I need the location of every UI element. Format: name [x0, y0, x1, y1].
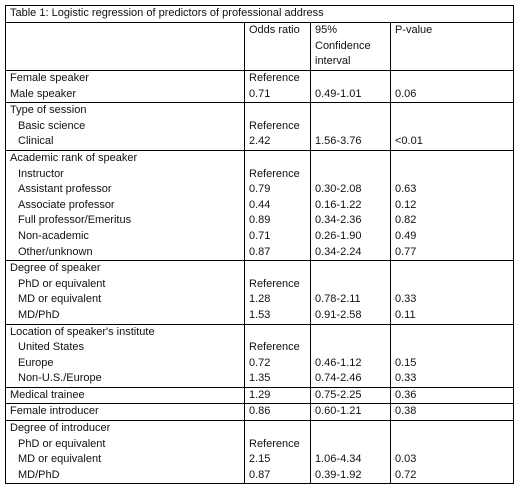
- row-label: Medical trainee: [10, 388, 85, 401]
- row-label: Male speaker: [10, 87, 77, 100]
- row-label: Assistant professor: [18, 183, 112, 196]
- p-value-cell: [391, 387, 514, 404]
- p-value-value: 0.49: [395, 229, 417, 242]
- confidence-interval-value: 0.46-1.12: [315, 356, 362, 369]
- confidence-interval-value: 1.56-3.76: [315, 135, 362, 148]
- row-label: Clinical: [18, 135, 54, 148]
- odds-ratio-value: 1.28: [249, 293, 271, 306]
- table-row: [6, 150, 514, 260]
- spacer: [395, 325, 513, 341]
- odds-ratio-value: Reference: [249, 72, 300, 84]
- spacer: [395, 151, 513, 167]
- confidence-interval-cell: [311, 103, 391, 151]
- p-value-value: 0.03: [395, 453, 417, 466]
- confidence-interval-cell: [311, 71, 391, 103]
- p-value-cell: [391, 421, 514, 484]
- spacer: [249, 103, 310, 119]
- confidence-interval-value: 0.34-2.24: [315, 245, 362, 258]
- table-row: [6, 324, 514, 387]
- odds-ratio-value: Reference: [249, 167, 300, 180]
- row-label: Europe: [18, 356, 54, 369]
- table-title: Table 1: Logistic regression of predictors of professional address: [6, 6, 514, 23]
- row-label-cell: [6, 71, 245, 103]
- group-label: Location of speaker's institute: [10, 325, 155, 338]
- p-value-cell: [391, 150, 514, 260]
- confidence-interval-value: 0.60-1.21: [315, 405, 362, 418]
- odds-ratio-value: Reference: [249, 277, 300, 290]
- p-value-value: 0.15: [395, 356, 417, 369]
- confidence-interval-value: 1.06-4.34: [315, 453, 362, 466]
- table-row: [6, 71, 514, 103]
- p-value-value: 0.12: [395, 198, 417, 211]
- confidence-interval-cell: [311, 387, 391, 404]
- row-label-cell: [6, 421, 245, 484]
- group-label: Academic rank of speaker: [10, 151, 138, 164]
- spacer: [315, 421, 390, 437]
- p-value-value: 0.06: [395, 87, 417, 100]
- spacer: [395, 421, 513, 437]
- confidence-interval-value: [315, 167, 390, 183]
- confidence-interval-value: 0.49-1.01: [315, 87, 362, 100]
- group-label: Degree of introducer: [10, 422, 111, 435]
- row-label: Non-U.S./Europe: [18, 372, 102, 385]
- p-value-value: 0.72: [395, 468, 417, 481]
- spacer: [315, 103, 390, 119]
- confidence-interval-value: [315, 437, 390, 453]
- odds-ratio-cell: [245, 261, 311, 324]
- header-odds-ratio: Odds ratio: [245, 23, 311, 71]
- odds-ratio-value: 1.53: [249, 308, 271, 321]
- p-value-value: 0.82: [395, 214, 417, 227]
- spacer: [315, 325, 390, 341]
- odds-ratio-cell: [245, 421, 311, 484]
- row-label: United States: [18, 341, 85, 354]
- odds-ratio-cell: [245, 324, 311, 387]
- row-label: Associate professor: [18, 198, 115, 211]
- odds-ratio-value: 0.87: [249, 468, 271, 481]
- spacer: [395, 103, 513, 119]
- odds-ratio-value: Reference: [249, 341, 300, 354]
- row-label-cell: [6, 387, 245, 404]
- confidence-interval-value: [315, 277, 390, 293]
- p-value-value: 0.11: [395, 308, 416, 321]
- group-label: Degree of speaker: [10, 262, 101, 275]
- confidence-interval-value: [315, 119, 390, 135]
- confidence-interval-value: 0.26-1.90: [315, 229, 362, 242]
- confidence-interval-cell: [311, 404, 391, 421]
- odds-ratio-value: 0.86: [249, 405, 271, 418]
- header-confidence-interval: [311, 23, 391, 71]
- odds-ratio-cell: [245, 71, 311, 103]
- confidence-interval-value: [315, 71, 390, 87]
- regression-table: [5, 5, 514, 484]
- row-label: PhD or equivalent: [18, 277, 106, 290]
- odds-ratio-cell: [245, 150, 311, 260]
- row-label: MD/PhD: [18, 308, 60, 321]
- odds-ratio-value: 0.87: [249, 245, 271, 258]
- odds-ratio-value: 0.72: [249, 356, 271, 369]
- p-value-value: 0.33: [395, 293, 417, 306]
- spacer: [249, 325, 310, 341]
- table-row: [6, 261, 514, 324]
- p-value-cell: [391, 404, 514, 421]
- header-blank: [6, 23, 245, 71]
- confidence-interval-cell: [311, 150, 391, 260]
- regression-table-container: [5, 5, 513, 484]
- p-value-value: [395, 340, 513, 356]
- confidence-interval-value: 0.74-2.46: [315, 372, 362, 385]
- row-label: Other/unknown: [18, 245, 93, 258]
- spacer: [315, 261, 390, 277]
- p-value-value: 0.38: [395, 405, 417, 418]
- row-label: MD or equivalent: [18, 293, 102, 306]
- row-label: PhD or equivalent: [18, 437, 106, 450]
- row-label: MD/PhD: [18, 468, 60, 481]
- odds-ratio-cell: [245, 387, 311, 404]
- p-value-value: 0.77: [395, 245, 417, 258]
- odds-ratio-value: 0.71: [249, 87, 271, 100]
- p-value-cell: [391, 261, 514, 324]
- row-label-cell: [6, 103, 245, 151]
- row-label: Female introducer: [10, 405, 99, 418]
- p-value-cell: [391, 324, 514, 387]
- confidence-interval-value: 0.91-2.58: [315, 308, 362, 321]
- odds-ratio-value: Reference: [249, 437, 300, 450]
- spacer: [315, 151, 390, 167]
- odds-ratio-value: 0.89: [249, 214, 271, 227]
- odds-ratio-value: 2.15: [249, 453, 271, 466]
- p-value-cell: [391, 71, 514, 103]
- p-value-value: [395, 437, 513, 453]
- row-label: Basic science: [18, 119, 86, 132]
- odds-ratio-cell: [245, 404, 311, 421]
- table-title-row: [6, 6, 514, 23]
- group-label: Type of session: [10, 104, 87, 117]
- table-row: [6, 387, 514, 404]
- spacer: [249, 151, 310, 167]
- table-row: [6, 103, 514, 151]
- table-row: [6, 404, 514, 421]
- p-value-value: [395, 167, 513, 183]
- confidence-interval-value: [315, 340, 390, 356]
- p-value-value: [395, 277, 513, 293]
- p-value-value: [395, 71, 513, 87]
- header-ci-text: 95% Confidence interval: [315, 24, 371, 68]
- row-label: Instructor: [18, 167, 64, 180]
- odds-ratio-value: 0.79: [249, 183, 271, 196]
- odds-ratio-value: 1.35: [249, 372, 271, 385]
- confidence-interval-cell: [311, 261, 391, 324]
- confidence-interval-value: 0.16-1.22: [315, 198, 362, 211]
- odds-ratio-cell: [245, 103, 311, 151]
- header-p-value: P-value: [391, 23, 514, 71]
- spacer: [249, 421, 310, 437]
- confidence-interval-cell: [311, 324, 391, 387]
- confidence-interval-value: 0.34-2.36: [315, 214, 362, 227]
- p-value-value: [395, 119, 513, 135]
- row-label: Non-academic: [18, 229, 89, 242]
- confidence-interval-cell: [311, 421, 391, 484]
- row-label: Female speaker: [10, 72, 89, 84]
- row-label-cell: [6, 324, 245, 387]
- row-label-cell: [6, 150, 245, 260]
- odds-ratio-value: 1.29: [249, 388, 271, 401]
- p-value-value: <0.01: [395, 135, 423, 148]
- p-value-cell: [391, 103, 514, 151]
- odds-ratio-value: Reference: [249, 119, 300, 132]
- odds-ratio-value: 2.42: [249, 135, 271, 148]
- spacer: [249, 261, 310, 277]
- p-value-value: 0.63: [395, 183, 417, 196]
- confidence-interval-value: 0.75-2.25: [315, 388, 362, 401]
- row-label: Full professor/Emeritus: [18, 214, 132, 227]
- p-value-value: 0.33: [395, 372, 417, 385]
- row-label-cell: [6, 261, 245, 324]
- table-row: [6, 421, 514, 484]
- row-label-cell: [6, 404, 245, 421]
- confidence-interval-value: 0.39-1.92: [315, 468, 362, 481]
- row-label: MD or equivalent: [18, 453, 102, 466]
- odds-ratio-value: 0.44: [249, 198, 271, 211]
- table-header-row: [6, 23, 514, 71]
- confidence-interval-value: 0.78-2.11: [315, 293, 361, 306]
- confidence-interval-value: 0.30-2.08: [315, 183, 362, 196]
- spacer: [395, 261, 513, 277]
- p-value-value: 0.36: [395, 388, 417, 401]
- odds-ratio-value: 0.71: [249, 229, 271, 242]
